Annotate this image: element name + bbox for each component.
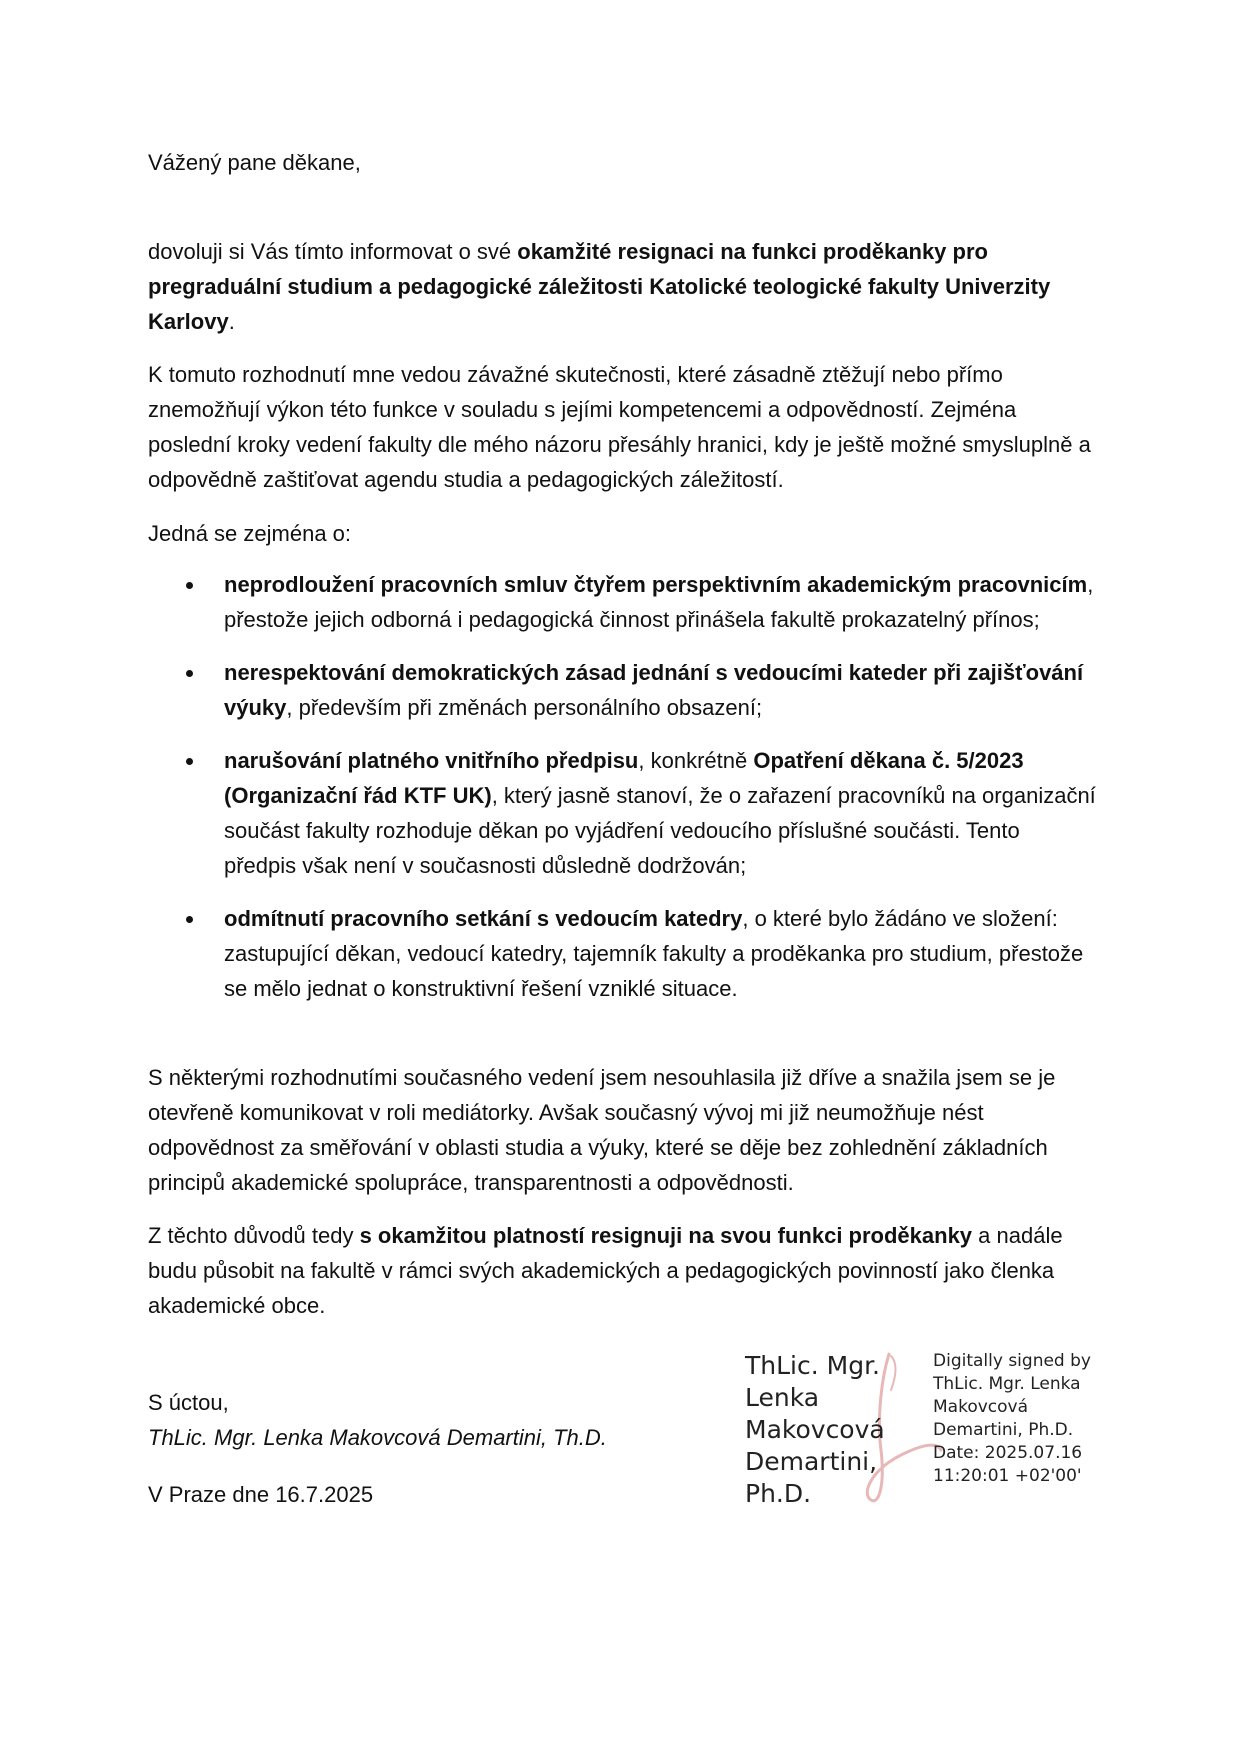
signature-detail-line: Demartini, Ph.D. bbox=[933, 1420, 1074, 1440]
signature-name-line: Lenka bbox=[745, 1383, 820, 1412]
text: , který jasně stanoví, že o zařazení pracovníků na organizační součást fakulty rozhoduje děkan po vyjádření vedoucího příslušné součásti. Tento předpis však není v současnosti důsledně dodržován; bbox=[224, 783, 1096, 878]
bullet-icon bbox=[186, 758, 193, 765]
signature-detail-line: Date: 2025.07.16 bbox=[933, 1443, 1083, 1463]
paragraph-disagreement: S některými rozhodnutími současného vedení jsem nesouhlasila již dříve a snažila jsem se je otevřeně komunikovat v roli mediátorky. Avšak současný vývoj mi již neumožňuje nést odpovědnost za směřování v oblasti studia a výuky, které se děje bez zohlednění základních principů akademické spolupráce, transparentnosti a odpovědnosti. bbox=[148, 1065, 1056, 1195]
bold-text: s okamžitou platností resignuji na svou funkci proděkanky bbox=[359, 1223, 973, 1248]
bold-text: nerespektování demokratických zásad jednání s vedoucími kateder při zajišťování výuky bbox=[224, 660, 1084, 720]
closing: S úctou, bbox=[148, 1390, 229, 1415]
bullet-icon bbox=[186, 670, 193, 677]
salutation: Vážený pane děkane, bbox=[148, 150, 361, 175]
text: . bbox=[228, 309, 235, 334]
place-date: V Praze dne 16.7.2025 bbox=[148, 1482, 374, 1507]
signature-name-line: Makovcová bbox=[745, 1415, 885, 1444]
bold-text: odmítnutí pracovního setkání s vedoucím katedry bbox=[224, 906, 743, 931]
bold-text: Opatření děkana č. 5/2023 (Organizační řád KTF UK) bbox=[224, 748, 1024, 808]
signature-details bbox=[933, 1350, 1108, 1488]
list-item bbox=[148, 743, 1098, 883]
bold-text: okamžité resignaci na funkci proděkanky pro pregraduální studium a pedagogické záležitosti Katolické teologické fakulty Univerzity Karlovy bbox=[148, 239, 1051, 334]
text: , konkrétně bbox=[638, 748, 754, 773]
text: dovoluji si Vás tímto informovat o své bbox=[148, 239, 518, 264]
text: Z těchto důvodů tedy bbox=[148, 1223, 360, 1248]
paragraph-resignation-notice bbox=[148, 234, 1098, 339]
bold-text: neprodloužení pracovních smluv čtyřem perspektivním akademickým pracovnicím bbox=[224, 572, 1088, 597]
bold-text: narušování platného vnitřního předpisu bbox=[224, 748, 639, 773]
signature-name-line: Demartini, Ph.D. bbox=[745, 1447, 878, 1508]
signer-name: ThLic. Mgr. Lenka Makovcová Demartini, Th.D. bbox=[148, 1425, 607, 1450]
signature-name-line: ThLic. Mgr. bbox=[745, 1351, 880, 1380]
list-item bbox=[148, 567, 1098, 637]
text: , o které bylo žádáno ve složení: zastupující děkan, vedoucí katedry, tajemník fakulty a proděkanka pro studium, přestože se mělo jednat o konstruktivní řešení vzniklé situace. bbox=[224, 906, 1084, 1001]
signature-detail-line: Makovcová bbox=[933, 1397, 1029, 1417]
signature-detail-line: 11:20:01 +02'00' bbox=[933, 1466, 1082, 1486]
signature-detail-line: ThLic. Mgr. Lenka bbox=[933, 1374, 1081, 1394]
list-item bbox=[148, 901, 1098, 1006]
paragraph-conclusion bbox=[148, 1218, 1098, 1323]
bullet-icon bbox=[186, 916, 193, 923]
reasons-list bbox=[148, 567, 1098, 1006]
bullet-icon bbox=[186, 582, 193, 589]
paragraph-list-intro: Jedná se zejména o: bbox=[148, 521, 352, 546]
text: , přestože jejich odborná i pedagogická činnost přinášela fakultě prokazatelný přínos; bbox=[224, 572, 1094, 632]
text: , především při změnách personálního obsazení; bbox=[286, 695, 763, 720]
paragraph-reasons: K tomuto rozhodnutí mne vedou závažné skutečnosti, které zásadně ztěžují nebo přímo znemožňují výkon této funkce v souladu s jejími kompetencemi a odpovědností. Zejména poslední kroky vedení fakulty dle mého názoru přesáhly hranici, kdy je ještě možné smysluplně a odpovědně zaštiťovat agendu studia a pedagogických záležitostí. bbox=[148, 362, 1091, 492]
signature-detail-line: Digitally signed by bbox=[933, 1351, 1091, 1371]
digital-signature bbox=[745, 1350, 1105, 1510]
list-item bbox=[148, 655, 1098, 725]
signature-name bbox=[745, 1350, 945, 1510]
text: a nadále budu působit na fakultě v rámci svých akademických a pedagogických povinností jako členka akademické obce. bbox=[148, 1223, 1063, 1318]
